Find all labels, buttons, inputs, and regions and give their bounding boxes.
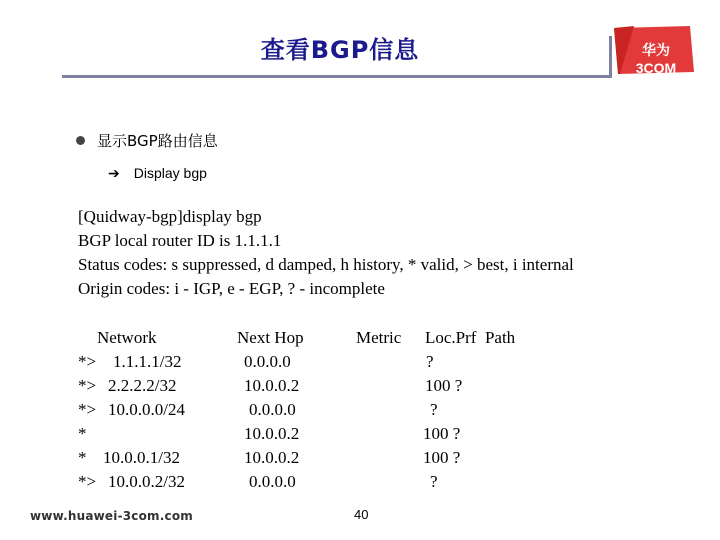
sub-bullet	[108, 165, 207, 182]
bullet-dot-icon	[76, 136, 85, 145]
row-network: 10.0.0.0/24	[108, 400, 185, 419]
row-locprf-path: ?	[426, 352, 434, 371]
company-logo	[614, 26, 694, 74]
row-status: *>	[78, 376, 97, 395]
row-next-hop: 10.0.0.2	[244, 424, 300, 443]
arrow-right-icon: ➔	[108, 165, 120, 181]
header-locprf-path: Loc.Prf Path	[425, 328, 516, 347]
row-next-hop: 10.0.0.2	[244, 376, 300, 395]
main-bullet	[76, 130, 218, 151]
row-next-hop: 0.0.0.0	[249, 472, 296, 491]
logo-text: 华为 3COM	[635, 42, 677, 76]
row-status: *>	[78, 472, 97, 491]
title-divider	[609, 36, 612, 78]
row-next-hop: 10.0.0.2	[244, 448, 300, 467]
row-locprf-path: 100 ?	[425, 376, 463, 395]
code-line: Origin codes: i - IGP, e - EGP, ? - incomplete	[78, 279, 385, 298]
row-network: 10.0.0.2/32	[108, 472, 185, 491]
page-number: 40	[354, 507, 369, 522]
header-next-hop: Next Hop	[237, 328, 304, 347]
row-network: 1.1.1.1/32	[113, 352, 182, 371]
footer-url: www.huawei-3com.com	[30, 509, 193, 523]
row-next-hop: 0.0.0.0	[249, 400, 296, 419]
sub-bullet-text: Display bgp	[133, 165, 207, 181]
row-network: 10.0.0.1/32	[103, 448, 180, 467]
slide-title: 查看BGP信息	[260, 36, 420, 64]
row-status: *	[78, 448, 87, 467]
row-status: *>	[78, 400, 97, 419]
header-network: Network	[97, 328, 157, 347]
row-locprf-path: ?	[430, 472, 438, 491]
row-locprf-path: 100 ?	[423, 424, 461, 443]
main-bullet-text: 显示BGP路由信息	[97, 132, 218, 150]
row-next-hop: 0.0.0.0	[244, 352, 291, 371]
row-status: *>	[78, 352, 97, 371]
row-locprf-path: ?	[430, 400, 438, 419]
row-network: 2.2.2.2/32	[108, 376, 177, 395]
header-metric: Metric	[356, 328, 402, 347]
row-status: *	[78, 424, 87, 443]
title-underline	[62, 75, 610, 78]
code-line: BGP local router ID is 1.1.1.1	[78, 231, 282, 250]
row-locprf-path: 100 ?	[423, 448, 461, 467]
command-output	[78, 205, 574, 301]
code-line: [Quidway-bgp]display bgp	[78, 207, 262, 226]
code-line: Status codes: s suppressed, d damped, h history, * valid, > best, i internal	[78, 255, 574, 274]
